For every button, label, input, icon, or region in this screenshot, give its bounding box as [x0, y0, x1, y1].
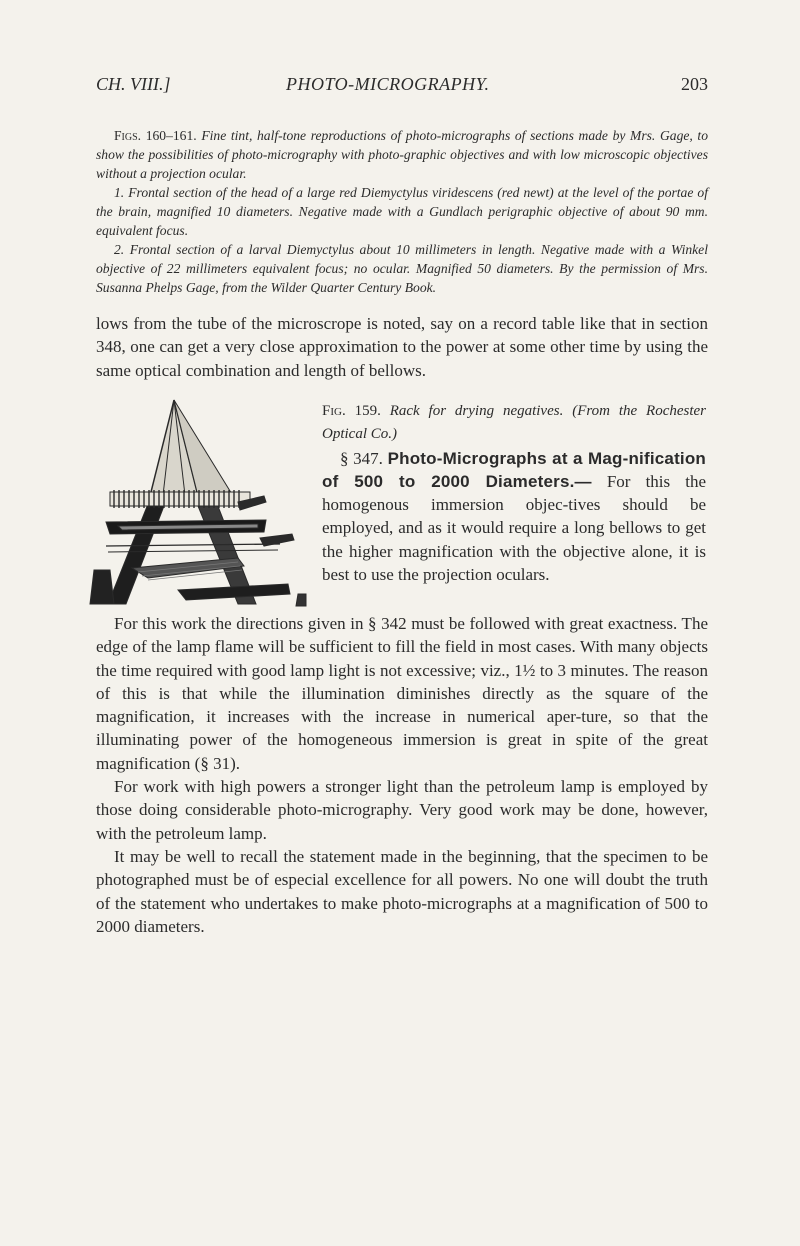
section-347-paragraph [322, 447, 706, 587]
paragraph-directions: For this work the directions given in § 342 must be followed with great exactness. The edge of the lamp flame will be sufficient to fill the field in most cases. With many objects the time required with good lamp light is not excessive; viz., 1½ to 3 minutes. The reason of this is that while the illumination diminishes directly as the square of the magnification, it increases with the increase in numerical aper-ture, so that the illuminating power of the homogeneous immersion is great in spite of the great magnification (§ 31). [96, 614, 708, 773]
paragraph-high-powers: For work with high powers a stronger light than the petroleum lamp is employed by those doing considerable photo-micrography. Very good work may be done, however, with the petroleum lamp. [96, 777, 708, 843]
main-text-block [96, 612, 708, 938]
chapter-label: CH. VIII.] [96, 74, 171, 94]
figure-side-text [322, 400, 706, 586]
section-heading: Photo-Micrographs at a Mag-nification of 500 to 2000 Diameters.— [322, 448, 707, 491]
figure-159-label: Fig. 159. [322, 403, 381, 419]
section-first-text: For this the homogenous immersion objec-tives should be employed, and as it would require a long bellows to get the higher magnification with the objective alone, it is best to use the projection oculars. [322, 471, 706, 585]
intro-paragraph: lows from the tube of the microscrope is noted, say on a record table like that in section 348, one can get a very close approximation to the power at some other time by using the same optical combination and length of bellows. [96, 314, 708, 380]
drying-rack-illustration [88, 394, 310, 614]
figs-label: Figs. 160–161. [114, 128, 197, 143]
figure-caption-160-161 [96, 126, 708, 297]
figure-159-block [96, 400, 707, 612]
intro-paragraph-block [96, 312, 708, 382]
caption-item-1: 1. Frontal section of the head of a large red Diemyctylus viridescens (red newt) at the level of the portae of the brain, magnified 10 diameters. Negative made with a Gundlach perigraphic objective of about 90 mm. equivalent focus. [96, 185, 708, 238]
caption-item-2-paragraph [96, 240, 708, 297]
figure-159-caption: Rack for drying negatives. (From the Rochester Optical Co.) [322, 403, 707, 443]
caption-item-2: 2. Frontal section of a larval Diemyctylus about 10 millimeters in length. Negative made with a Winkel objective of 22 millimeters equivalent focus; no ocular. Magnified 50 diameters. By the permission of Mrs. Susanna Phelps Gage, from the Wilder Quarter Century Book. [96, 242, 708, 295]
page-number: 203 [681, 74, 708, 94]
running-head [96, 74, 708, 100]
caption-description-paragraph [96, 126, 708, 183]
figure-159-caption-line [322, 400, 706, 447]
caption-item-1-paragraph [96, 183, 708, 240]
section-number: § 347. [340, 448, 383, 468]
paragraph-specimen: It may be well to recall the statement made in the beginning, that the specimen to be photographed must be of especial excellence for all powers. No one will doubt the truth of the statement who undertakes to make photo-micrographs at a magnification of 500 to 2000 diameters. [96, 846, 708, 936]
running-title: PHOTO-MICROGRAPHY. [286, 74, 490, 94]
caption-description: Fine tint, half-tone reproductions of photo-micrographs of sections made by Mrs. Gage, to show the possibilities of photo-micrography with photo-graphic objectives and with low microscopic objectives without a projection ocular. [96, 128, 708, 181]
